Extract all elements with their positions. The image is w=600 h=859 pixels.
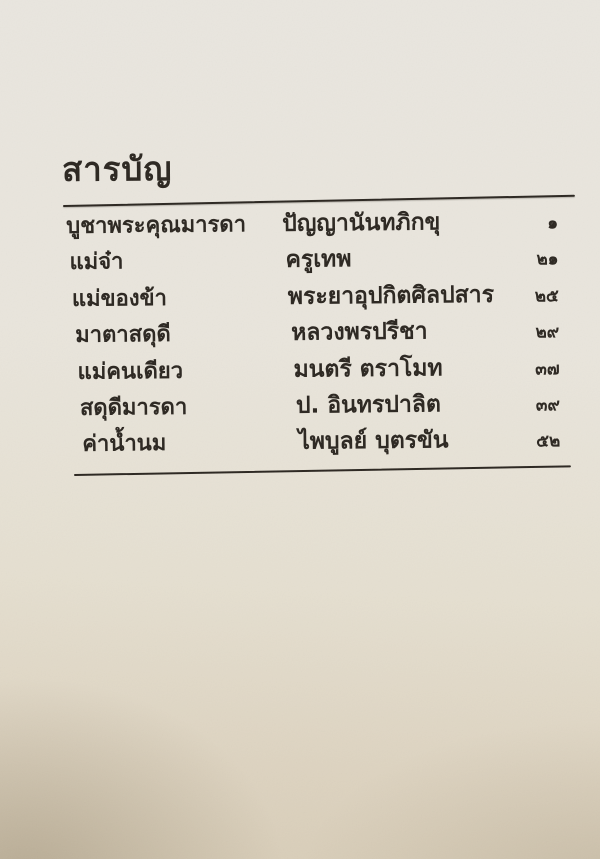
toc-row: [64, 240, 558, 281]
entry-author: ป. อินทรปาลิต: [295, 391, 441, 419]
toc-row: [66, 385, 560, 426]
entry-page-number: ๕๒: [536, 431, 561, 452]
entry-title: แม่ของข้า: [71, 285, 168, 312]
entry-page-number: ๑: [547, 213, 559, 234]
toc-row: [65, 312, 559, 353]
entry-title: มาตาสดุดี: [75, 322, 171, 349]
entry-author: หลวงพรปรีชา: [291, 318, 428, 346]
entry-author: มนตรี ตราโมท: [293, 354, 443, 383]
toc-row: [66, 422, 560, 463]
toc-row: [64, 203, 558, 244]
toc-heading: สารบัญ: [61, 148, 173, 189]
entry-title: แม่คนเดียว: [77, 358, 184, 385]
entry-title: บูชาพระคุณมารดา: [66, 212, 247, 239]
toc-row: [65, 349, 559, 390]
entry-title: สดุดีมารดา: [79, 394, 188, 421]
entry-page-number: ๓๗: [535, 358, 560, 380]
entry-author: พระยาอุปกิตศิลปสาร: [287, 281, 495, 310]
entry-author: ไพบูลย์ บุตรขัน: [298, 427, 449, 456]
entry-author: ปัญญานันทภิกขุ: [282, 209, 441, 237]
entry-page-number: ๒๕: [534, 286, 559, 307]
entry-title: แม่จ๋า: [69, 249, 124, 276]
toc-row: [65, 276, 559, 317]
table-of-contents: [61, 148, 567, 189]
entry-title: ค่าน้ำนม: [82, 431, 167, 458]
footer-rule: [74, 465, 571, 476]
toc-rows: [64, 203, 560, 462]
entry-author: ครูเทพ: [285, 246, 352, 274]
entry-page-number: ๒๙: [535, 322, 560, 343]
entry-page-number: ๒๑: [536, 249, 559, 270]
entry-page-number: ๓๙: [535, 395, 561, 416]
